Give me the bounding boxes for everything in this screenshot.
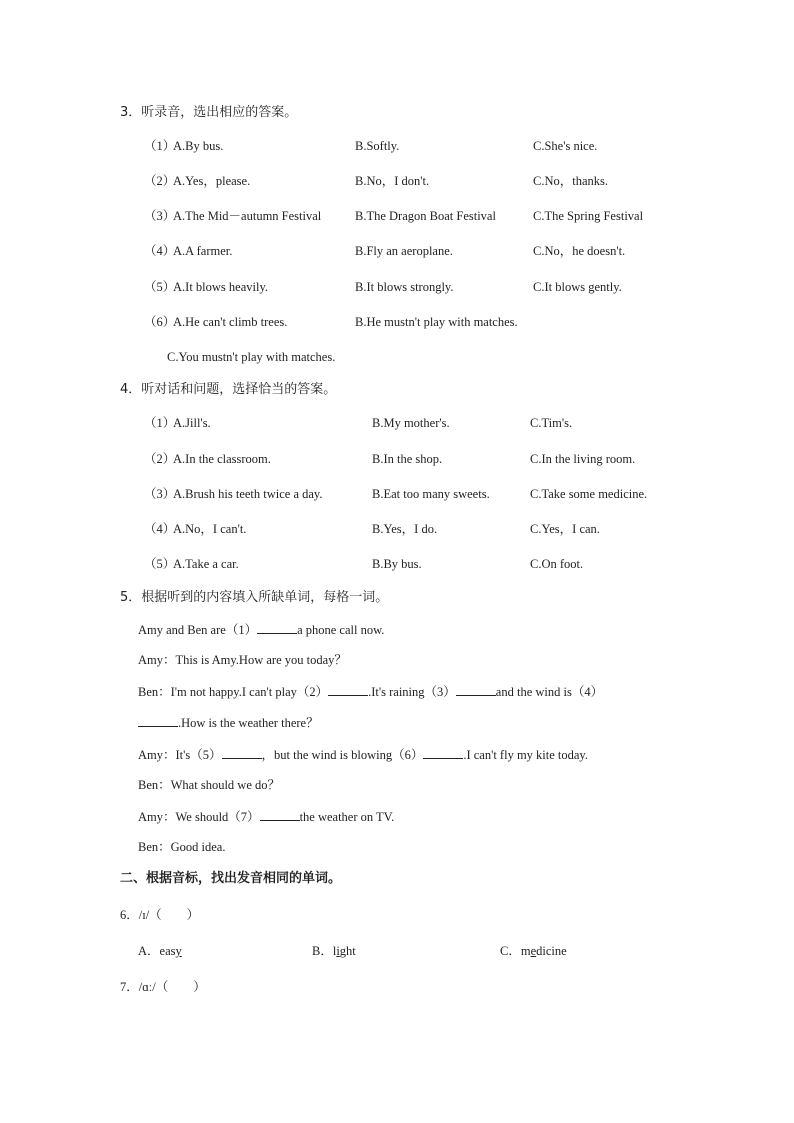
q6-option-c-post: dicine [536,944,567,958]
q3-row-6-num: （6） [144,315,176,329]
q5-line-1-text-a: Amy and Ben are（1） [138,623,258,637]
blank-1[interactable] [257,621,297,634]
q4-row-5-option-b[interactable]: B.By bus. [372,557,422,571]
q3-row-6-option-b[interactable]: B.He mustn't play with matches. [355,315,518,329]
q3-row-2-option-b[interactable]: B.No，I don't. [355,174,430,188]
q3-title: 3．听录音，选出相应的答案。 [120,105,298,120]
q4-row-3-option-c[interactable]: C.Take some medicine. [530,487,648,501]
q4-title: 4．听对话和问题，选择恰当的答案。 [120,382,337,397]
q3-row-4-option-b[interactable]: B.Fly an aeroplane. [355,244,453,258]
q5-line-3-text-c: and the wind is（4） [495,685,604,699]
q3-row-3-option-c[interactable]: C.The Spring Festival [533,209,644,223]
q6-option-c[interactable] [500,943,567,959]
q5-line-3 [138,683,603,700]
q5-line-1 [138,621,384,638]
q5-line-7-text-b: the weather on TV. [299,810,395,824]
q3-row-2-option-a[interactable]: A.Yes，please. [173,174,251,188]
q3-row-1-option-b[interactable]: B.Softly. [355,139,400,153]
q6-option-c-underlined: e [530,944,537,958]
q5-title: 5．根据听到的内容填入所缺单词，每格一词。 [120,590,389,605]
section-2-title: 二、根据音标，找出发音相同的单词。 [120,871,342,886]
q6-option-b-post: ght [339,944,356,958]
q5-line-3-text-b: .It's raining（3） [368,685,456,699]
q4-row-4-option-b[interactable]: B.Yes，I do. [372,522,438,536]
q5-line-2: Amy：This is Amy.How are you today？ [138,653,347,667]
q4-row-2-option-b[interactable]: B.In the shop. [372,452,443,466]
q3-row-6-option-c[interactable]: C.You mustn't play with matches. [167,350,336,364]
q5-line-8: Ben：Good idea. [138,840,226,854]
blank-2[interactable] [328,683,368,696]
q6-option-b-pre: B．l [312,944,337,958]
q3-row-5-option-b[interactable]: B.It blows strongly. [355,280,454,294]
q6-option-a[interactable] [138,943,182,959]
q4-row-3-option-a[interactable]: A.Brush his teeth twice a day. [173,487,323,501]
q5-line-7-text-a: Amy：We should（7） [138,810,260,824]
q4-row-2-option-a[interactable]: A.In the classroom. [173,452,271,466]
q3-row-6-option-a[interactable]: A.He can't climb trees. [173,315,288,329]
q4-row-3-option-b[interactable]: B.Eat too many sweets. [372,487,490,501]
q4-row-5-option-c[interactable]: C.On foot. [530,557,584,571]
q3-row-5-num: （5） [144,280,176,294]
q3-row-5-option-c[interactable]: C.It blows gently. [533,280,622,294]
q3-row-4-option-c[interactable]: C.No，he doesn't. [533,244,626,258]
q5-line-1-text-b: a phone call now. [297,623,385,637]
q3-row-1-num: （1） [144,139,176,153]
q3-row-1-option-c[interactable]: C.She's nice. [533,139,598,153]
q6-option-c-pre: C．m [500,944,531,958]
q6-option-b-underlined: i [336,944,340,958]
q6-label: 6．/ɪ/（ ） [120,908,200,922]
blank-4[interactable] [138,714,178,727]
q5-line-3-text-a: Ben：I'm not happy.I can't play（2） [138,685,329,699]
q3-row-3-num: （3） [144,209,176,223]
q4-row-1-option-c[interactable]: C.Tim's. [530,416,573,430]
q3-row-2-option-c[interactable]: C.No，thanks. [533,174,609,188]
q4-row-1-option-a[interactable]: A.Jill's. [173,416,211,430]
q4-row-5-num: （5） [144,557,176,571]
q3-row-5-option-a[interactable]: A.It blows heavily. [173,280,269,294]
q4-row-4-option-a[interactable]: A.No，I can't. [173,522,247,536]
q5-line-4 [138,714,319,731]
blank-6[interactable] [423,746,463,759]
blank-5[interactable] [222,746,262,759]
q5-line-5-text-a: Amy：It's（5） [138,748,222,762]
q4-row-3-num: （3） [144,487,176,501]
q6-option-b[interactable] [312,943,356,959]
q5-line-6: Ben：What should we do？ [138,778,280,792]
q4-row-2-num: （2） [144,452,176,466]
q3-row-2-num: （2） [144,174,176,188]
q4-row-2-option-c[interactable]: C.In the living room. [530,452,636,466]
blank-3[interactable] [456,683,496,696]
q5-line-5 [138,746,588,763]
q4-row-4-option-c[interactable]: C.Yes，I can. [530,522,600,536]
q3-row-3-option-a[interactable]: A.The Mid－autumn Festival [173,209,322,223]
q5-line-5-text-b: ，but the wind is blowing（6） [261,748,424,762]
q6-option-a-pre: A．eas [138,944,176,958]
q5-line-4-text: .How is the weather there？ [178,716,319,730]
q5-line-7 [138,808,394,825]
q4-row-5-option-a[interactable]: A.Take a car. [173,557,239,571]
q3-row-3-option-b[interactable]: B.The Dragon Boat Festival [355,209,496,223]
blank-7[interactable] [260,808,300,821]
q3-row-4-option-a[interactable]: A.A farmer. [173,244,233,258]
q3-row-4-num: （4） [144,244,176,258]
q5-line-5-text-c: .I can't fly my kite today. [463,748,588,762]
q4-row-1-option-b[interactable]: B.My mother's. [372,416,450,430]
q7-label: 7．/ɑː/（ ） [120,980,206,994]
q3-row-1-option-a[interactable]: A.By bus. [173,139,224,153]
q4-row-1-num: （1） [144,416,176,430]
q6-option-a-underlined: y [175,944,182,958]
q4-row-4-num: （4） [144,522,176,536]
